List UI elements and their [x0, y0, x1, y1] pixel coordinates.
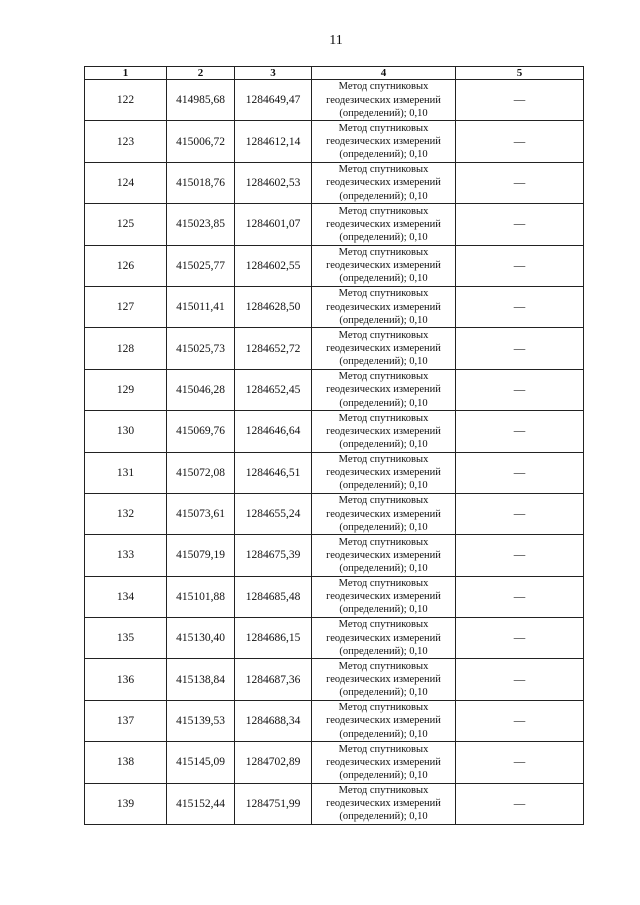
method-line-3: (определений); 0,10: [339, 149, 428, 161]
coordinate-x: 415101,88: [167, 576, 235, 617]
method-line-2: геодезических измерений: [326, 135, 441, 147]
method-cell: [312, 659, 456, 700]
coordinate-x: 415025,77: [167, 245, 235, 286]
point-number: 138: [85, 742, 167, 783]
method-line-2: геодезических измерений: [326, 301, 441, 313]
table-row: [85, 700, 584, 741]
coordinate-y: 1284652,45: [235, 369, 312, 410]
method-line-3: (определений); 0,10: [339, 231, 428, 243]
method-line-3: (определений); 0,10: [339, 438, 428, 450]
coordinate-y: 1284688,34: [235, 700, 312, 741]
column-5-value: —: [513, 466, 526, 479]
coordinate-x: 415011,41: [167, 286, 235, 327]
column-5-value: —: [513, 425, 526, 438]
point-number: 125: [85, 204, 167, 245]
method-cell: [312, 245, 456, 286]
method-cell: [312, 783, 456, 824]
method-line-1: Метод спутниковых: [338, 288, 429, 300]
method-line-1: Метод спутниковых: [338, 743, 429, 755]
table-row: [85, 245, 584, 286]
table-body: [85, 80, 584, 825]
column-5-value: —: [513, 797, 526, 810]
column-5-cell: [456, 700, 584, 741]
method-line-3: (определений); 0,10: [339, 107, 428, 119]
method-cell: [312, 121, 456, 162]
method-line-3: (определений); 0,10: [339, 314, 428, 326]
method-cell: [312, 452, 456, 493]
point-number: 131: [85, 452, 167, 493]
point-number: 134: [85, 576, 167, 617]
column-5-value: —: [513, 549, 526, 562]
point-number: 127: [85, 286, 167, 327]
column-5-cell: [456, 742, 584, 783]
method-cell: [312, 204, 456, 245]
coordinate-x: 415073,61: [167, 493, 235, 534]
method-line-1: Метод спутниковых: [338, 329, 429, 341]
coordinate-x: 415152,44: [167, 783, 235, 824]
method-cell: [312, 369, 456, 410]
column-5-value: —: [513, 135, 526, 148]
method-line-1: Метод спутниковых: [338, 785, 429, 797]
method-line-2: геодезических измерений: [326, 384, 441, 396]
table-header-row: [85, 67, 584, 80]
point-number: 137: [85, 700, 167, 741]
coordinate-x: 415072,08: [167, 452, 235, 493]
header-col-3: 3: [235, 67, 312, 80]
column-5-value: —: [513, 301, 526, 314]
coordinate-y: 1284655,24: [235, 493, 312, 534]
column-5-cell: [456, 576, 584, 617]
column-5-cell: [456, 659, 584, 700]
header-col-2: 2: [167, 67, 235, 80]
point-number: 126: [85, 245, 167, 286]
coordinate-x: 415006,72: [167, 121, 235, 162]
column-5-cell: [456, 328, 584, 369]
coordinate-y: 1284612,14: [235, 121, 312, 162]
method-line-1: Метод спутниковых: [338, 660, 429, 672]
table-row: [85, 659, 584, 700]
method-line-2: геодезических измерений: [326, 674, 441, 686]
coordinate-y: 1284652,72: [235, 328, 312, 369]
column-5-value: —: [513, 756, 526, 769]
table-row: [85, 80, 584, 121]
point-number: 128: [85, 328, 167, 369]
column-5-value: —: [513, 508, 526, 521]
column-5-value: —: [513, 383, 526, 396]
column-5-cell: [456, 80, 584, 121]
column-5-cell: [456, 369, 584, 410]
table-row: [85, 783, 584, 824]
coordinate-y: 1284702,89: [235, 742, 312, 783]
coordinate-x: 414985,68: [167, 80, 235, 121]
coordinate-y: 1284602,53: [235, 162, 312, 203]
table-row: [85, 121, 584, 162]
method-cell: [312, 700, 456, 741]
method-line-1: Метод спутниковых: [338, 702, 429, 714]
column-5-cell: [456, 121, 584, 162]
point-number: 124: [85, 162, 167, 203]
coordinate-y: 1284686,15: [235, 618, 312, 659]
column-5-cell: [456, 162, 584, 203]
column-5-cell: [456, 286, 584, 327]
coordinate-y: 1284649,47: [235, 80, 312, 121]
method-line-3: (определений); 0,10: [339, 811, 428, 823]
method-cell: [312, 162, 456, 203]
coordinate-y: 1284687,36: [235, 659, 312, 700]
point-number: 132: [85, 493, 167, 534]
column-5-cell: [456, 452, 584, 493]
table-row: [85, 576, 584, 617]
column-5-value: —: [513, 94, 526, 107]
method-cell: [312, 742, 456, 783]
method-line-2: геодезических измерений: [326, 177, 441, 189]
table-row: [85, 411, 584, 452]
coordinate-y: 1284646,51: [235, 452, 312, 493]
table-row: [85, 452, 584, 493]
column-5-value: —: [513, 218, 526, 231]
column-5-cell: [456, 204, 584, 245]
coordinate-x: 415069,76: [167, 411, 235, 452]
method-line-1: Метод спутниковых: [338, 619, 429, 631]
column-5-cell: [456, 493, 584, 534]
method-line-3: (определений); 0,10: [339, 356, 428, 368]
table-row: [85, 618, 584, 659]
coordinate-x: 415145,09: [167, 742, 235, 783]
point-number: 123: [85, 121, 167, 162]
column-5-value: —: [513, 673, 526, 686]
method-cell: [312, 328, 456, 369]
point-number: 122: [85, 80, 167, 121]
column-5-cell: [456, 618, 584, 659]
method-line-1: Метод спутниковых: [338, 412, 429, 424]
method-line-1: Метод спутниковых: [338, 495, 429, 507]
column-5-value: —: [513, 342, 526, 355]
coordinate-y: 1284646,64: [235, 411, 312, 452]
method-line-1: Метод спутниковых: [338, 81, 429, 93]
column-5-value: —: [513, 715, 526, 728]
method-line-3: (определений); 0,10: [339, 563, 428, 575]
table-row: [85, 535, 584, 576]
method-line-2: геодезических измерений: [326, 467, 441, 479]
column-5-cell: [456, 245, 584, 286]
method-line-1: Метод спутниковых: [338, 578, 429, 590]
header-col-5: 5: [456, 67, 584, 80]
method-line-3: (определений); 0,10: [339, 728, 428, 740]
method-line-1: Метод спутниковых: [338, 122, 429, 134]
coordinate-y: 1284602,55: [235, 245, 312, 286]
coordinate-y: 1284628,50: [235, 286, 312, 327]
coordinate-x: 415139,53: [167, 700, 235, 741]
method-line-1: Метод спутниковых: [338, 536, 429, 548]
method-cell: [312, 411, 456, 452]
method-line-3: (определений); 0,10: [339, 687, 428, 699]
header-col-1: 1: [85, 67, 167, 80]
column-5-cell: [456, 783, 584, 824]
method-line-3: (определений); 0,10: [339, 480, 428, 492]
point-number: 130: [85, 411, 167, 452]
method-line-1: Метод спутниковых: [338, 164, 429, 176]
method-line-2: геодезических измерений: [326, 591, 441, 603]
method-line-2: геодезических измерений: [326, 94, 441, 106]
method-line-2: геодезических измерений: [326, 260, 441, 272]
table-row: [85, 493, 584, 534]
method-line-3: (определений); 0,10: [339, 190, 428, 202]
point-number: 129: [85, 369, 167, 410]
column-5-value: —: [513, 590, 526, 603]
coordinate-y: 1284601,07: [235, 204, 312, 245]
coordinates-table: [84, 66, 584, 825]
column-5-value: —: [513, 632, 526, 645]
method-cell: [312, 493, 456, 534]
coordinate-x: 415018,76: [167, 162, 235, 203]
method-line-1: Метод спутниковых: [338, 246, 429, 258]
method-line-3: (определений); 0,10: [339, 273, 428, 285]
method-line-2: геодезических измерений: [326, 632, 441, 644]
point-number: 133: [85, 535, 167, 576]
column-5-cell: [456, 411, 584, 452]
coordinate-x: 415130,40: [167, 618, 235, 659]
table-row: [85, 286, 584, 327]
method-line-1: Метод спутниковых: [338, 371, 429, 383]
table-row: [85, 162, 584, 203]
method-line-3: (определений); 0,10: [339, 645, 428, 657]
method-line-2: геодезических измерений: [326, 425, 441, 437]
method-line-2: геодезических измерений: [326, 508, 441, 520]
method-line-3: (определений); 0,10: [339, 397, 428, 409]
coordinate-x: 415025,73: [167, 328, 235, 369]
table-row: [85, 204, 584, 245]
header-col-4: 4: [312, 67, 456, 80]
method-line-2: геодезических измерений: [326, 715, 441, 727]
coordinate-x: 415023,85: [167, 204, 235, 245]
coordinate-y: 1284685,48: [235, 576, 312, 617]
point-number: 135: [85, 618, 167, 659]
method-line-2: геодезических измерений: [326, 798, 441, 810]
table-row: [85, 328, 584, 369]
page-number: 11: [329, 33, 343, 48]
table-row: [85, 742, 584, 783]
coordinate-x: 415079,19: [167, 535, 235, 576]
method-cell: [312, 80, 456, 121]
method-cell: [312, 286, 456, 327]
column-5-cell: [456, 535, 584, 576]
coordinate-x: 415138,84: [167, 659, 235, 700]
method-cell: [312, 576, 456, 617]
column-5-value: —: [513, 259, 526, 272]
method-line-2: геодезических измерений: [326, 342, 441, 354]
point-number: 136: [85, 659, 167, 700]
method-cell: [312, 618, 456, 659]
table-row: [85, 369, 584, 410]
column-5-value: —: [513, 176, 526, 189]
point-number: 139: [85, 783, 167, 824]
method-line-2: геодезических измерений: [326, 549, 441, 561]
method-cell: [312, 535, 456, 576]
coordinate-y: 1284751,99: [235, 783, 312, 824]
method-line-3: (определений); 0,10: [339, 521, 428, 533]
method-line-1: Метод спутниковых: [338, 453, 429, 465]
method-line-1: Метод спутниковых: [338, 205, 429, 217]
method-line-3: (определений); 0,10: [339, 604, 428, 616]
method-line-2: геодезических измерений: [326, 756, 441, 768]
method-line-2: геодезических измерений: [326, 218, 441, 230]
method-line-3: (определений); 0,10: [339, 770, 428, 782]
coordinate-x: 415046,28: [167, 369, 235, 410]
coordinate-y: 1284675,39: [235, 535, 312, 576]
